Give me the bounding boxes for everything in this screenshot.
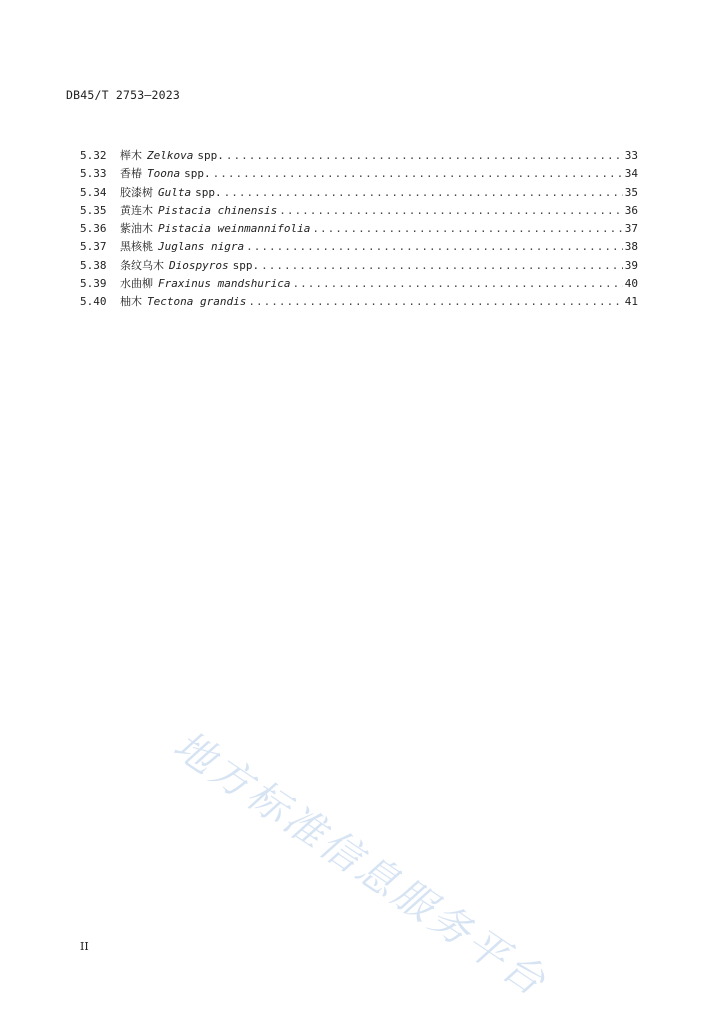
- toc-number: 5.40: [80, 295, 107, 309]
- toc-entry-5-36[interactable]: [80, 220, 638, 238]
- toc-suffix: spp.: [195, 185, 222, 199]
- toc-leader-dots: [248, 295, 622, 308]
- toc-number: 5.37: [80, 240, 107, 254]
- toc-number: 5.34: [80, 185, 107, 199]
- toc-chinese-name: 胶漆树: [120, 185, 153, 199]
- toc-entry-5-35[interactable]: [80, 202, 638, 220]
- toc-page-number: 35: [624, 185, 638, 199]
- toc-chinese-name: 榉木: [120, 149, 142, 162]
- toc-latin-name: Gulta: [158, 185, 192, 199]
- page-number-footer: II: [80, 940, 89, 953]
- toc-suffix: spp.: [184, 167, 211, 181]
- toc-latin-name: Pistacia weinmannifolia: [158, 222, 311, 236]
- toc-leader-dots: [213, 167, 623, 180]
- toc-latin-name: Toona: [147, 167, 181, 181]
- document-code: DB45/T 2753—2023: [66, 88, 180, 102]
- toc-page-number: 40: [624, 277, 638, 291]
- toc-suffix: spp.: [197, 149, 224, 162]
- toc-number: 5.35: [80, 203, 107, 217]
- toc-entry-5-37[interactable]: [80, 238, 638, 256]
- toc-suffix: spp.: [232, 258, 260, 272]
- toc-chinese-name: 紫油木: [120, 222, 153, 236]
- toc-chinese-name: 香椿: [120, 167, 142, 181]
- toc-entry-5-38[interactable]: [80, 257, 638, 275]
- toc-page-number: 41: [624, 295, 638, 309]
- toc-number: 5.39: [80, 277, 107, 291]
- toc-page-number: 36: [624, 203, 638, 217]
- toc-latin-name: Diospyros: [169, 258, 229, 272]
- toc-latin-name: Juglans nigra: [158, 240, 245, 254]
- toc-leader-dots: [261, 259, 623, 272]
- toc-chinese-name: 柚木: [120, 295, 142, 309]
- toc-entry-5-33[interactable]: [80, 165, 638, 183]
- toc-latin-name: Fraxinus mandshurica: [158, 277, 291, 291]
- toc-leader-dots: [312, 222, 622, 235]
- toc-page-number: 39: [624, 258, 638, 272]
- toc-latin-name: Zelkova: [147, 149, 194, 162]
- toc-latin-name: Tectona grandis: [147, 295, 247, 309]
- toc-number: 5.38: [80, 258, 107, 272]
- toc-chinese-name: 黄连木: [120, 203, 153, 217]
- toc-page-number: 37: [624, 222, 638, 236]
- table-of-contents: [80, 147, 638, 312]
- toc-chinese-name: 条纹乌木: [120, 258, 164, 272]
- toc-chinese-name: 黑核桃: [120, 240, 153, 254]
- toc-leader-dots: [246, 240, 623, 253]
- toc-entry-5-39[interactable]: [80, 275, 638, 293]
- toc-entry-5-32[interactable]: [80, 147, 638, 165]
- toc-entry-5-34[interactable]: [80, 184, 638, 202]
- toc-page-number: 33: [624, 149, 638, 162]
- toc-chinese-name: 水曲柳: [120, 277, 153, 291]
- toc-entry-5-40[interactable]: [80, 293, 638, 311]
- toc-latin-name: Pistacia chinensis: [158, 203, 278, 217]
- toc-leader-dots: [279, 204, 623, 217]
- toc-number: 5.36: [80, 222, 107, 236]
- toc-leader-dots: [226, 149, 623, 162]
- toc-leader-dots: [224, 186, 623, 199]
- watermark: 地方标准信息服务平台: [165, 722, 556, 1007]
- toc-number: 5.33: [80, 167, 107, 181]
- toc-page-number: 38: [624, 240, 638, 254]
- toc-page-number: 34: [624, 167, 638, 181]
- toc-leader-dots: [292, 277, 622, 290]
- toc-number: 5.32: [80, 149, 107, 162]
